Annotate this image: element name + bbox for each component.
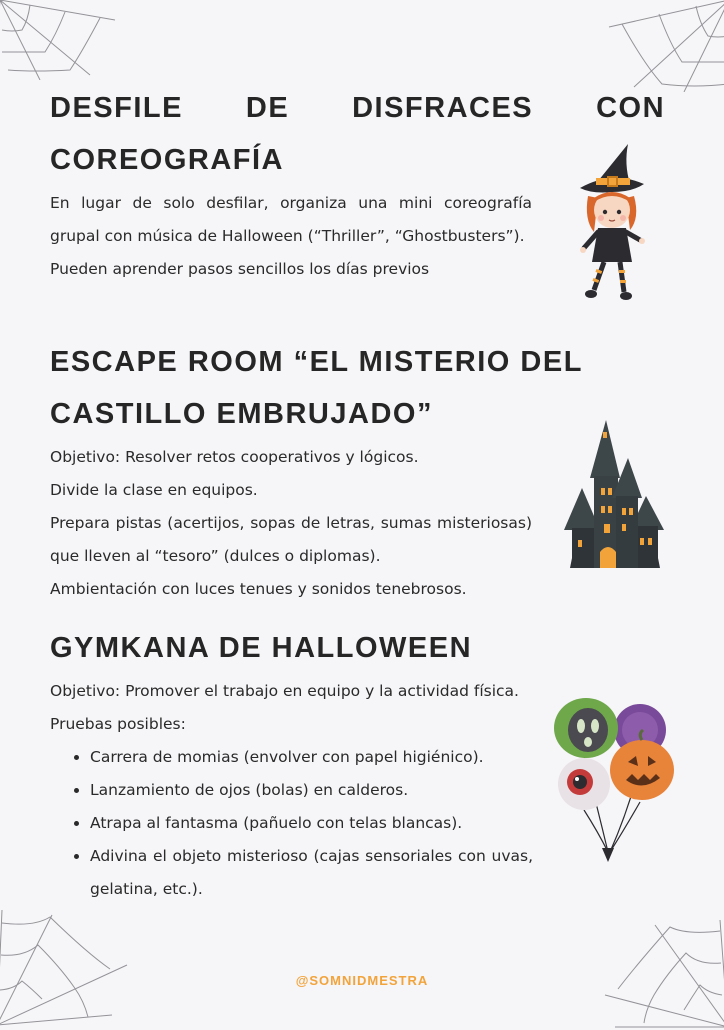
spider-web-icon — [0, 0, 120, 80]
paragraph: En lugar de solo desfilar, organiza una mini coreografía grupal con música de Halloween (“Thriller”, “Ghostbusters”). — [50, 194, 532, 245]
paragraph-objective: Objetivo: Promover el trabajo en equipo y la actividad física. — [50, 682, 519, 700]
paragraph-tests-label: Pruebas posibles: — [50, 715, 186, 733]
paragraph: Ambientación con luces tenues y sonidos tenebrosos. — [50, 580, 467, 598]
section-title: ESCAPE ROOM “EL MISTERIO DEL — [50, 346, 583, 378]
section-title-line2: COREOGRAFÍA — [50, 144, 284, 176]
tests-list — [50, 741, 533, 906]
spider-web-icon — [604, 0, 724, 92]
section-escape-room — [50, 336, 665, 606]
footer-handle: @SOMNIDMESTRA — [295, 973, 429, 988]
section-title: DESFILE DE DISFRACES CON — [50, 92, 666, 124]
list-item: • Atrapa al fantasma (pañuelo con telas blancas). — [90, 807, 533, 840]
paragraph: Divide la clase en equipos. — [50, 481, 258, 499]
paragraph: Pueden aprender pasos sencillos los días previos — [50, 260, 430, 278]
list-item: • Lanzamiento de ojos (bolas) en calderos. — [90, 774, 533, 807]
paragraph: Objetivo: Resolver retos cooperativos y lógicos. — [50, 448, 419, 466]
list-item: • Carrera de momias (envolver con papel higiénico). — [90, 741, 533, 774]
section-title-line2: CASTILLO EMBRUJADO” — [50, 398, 433, 430]
section-gymkana — [50, 622, 665, 906]
paragraph: Prepara pistas (acertijos, sopas de letras, sumas misteriosas) que lleven al “tesoro” (dulces o diplomas). — [50, 514, 532, 565]
section-costume-parade — [50, 82, 665, 286]
spider-web-icon — [0, 905, 132, 1030]
list-item: • Adivina el objeto misterioso (cajas sensoriales con uvas, gelatina, etc.). — [90, 840, 533, 906]
section-title: GYMKANA DE HALLOWEEN — [50, 632, 473, 664]
